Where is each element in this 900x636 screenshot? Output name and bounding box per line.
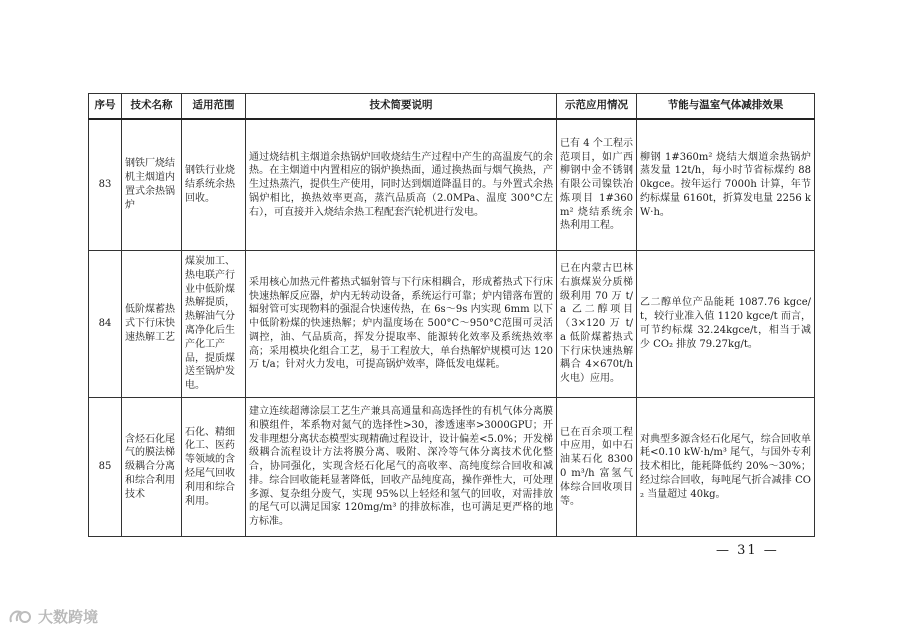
tech-scope: 石化、精细化工、医药等领域的含烃尾气回收利用和综合利用。 — [182, 398, 246, 537]
tech-scope: 煤炭加工、热电联产行业中低阶煤热解提质，热解油气分离净化后生产化工产品，提质煤送至锅炉发电。 — [182, 251, 246, 398]
tech-description: 采用核心加热元件蓄热式辐射管与下行床相耦合，形成蓄热式下行床快速热解反应器，炉内无转动设备，系统运行可靠；炉内错落布置的辐射管可实现物料的强混合快速传热，在 6s～9s 内实现 6mm 以下中低阶粉煤的快速热解；炉内温度场在 500°C～950°C范围可灵活调控，油、气品质高，挥发分提取率、能源转化效率及系统热效率高；采用模块化组合工艺，易于工程放大，单台热解炉规模可达 120 万 t/a；针对火力发电，可提高锅炉效率，降低发电煤耗。 — [246, 251, 557, 398]
table-row — [89, 119, 815, 251]
demo-application: 已有 4 个工程示范项目，如广西柳钢中金不锈钢有限公司镍铁冶炼项目 1#360m² 烧结系统余热利用工程。 — [557, 119, 637, 251]
watermark — [8, 606, 98, 627]
header-effect: 节能与温室气体减排效果 — [637, 94, 815, 120]
tech-description: 建立连续超薄涂层工艺生产兼具高通量和高选择性的有机气体分离膜和膜组件，苯系物对氮气的选择性>30，渗透速率>3000GPU；开发非理想分离状态模型实现精确过程设计，设计偏差<5.0%；开发梯级耦合流程设计方法将膜分离、吸附、深冷等气体分离技术优化整合，协同强化，实现含烃石化尾气的高收率、高纯度综合回收和减排。综合回收能耗显著降低，回收产品纯度高，操作弹性大，可处理多源、复杂组分废气，实现 95%以上轻烃和氢气的回收，对需排放的尾气可以满足国家 120mg/m³ 的排放标准，也可满足更严格的地方标准。 — [246, 398, 557, 537]
watermark-logo-icon — [8, 608, 34, 626]
header-scope: 适用范围 — [182, 94, 246, 120]
row-number: 85 — [89, 398, 122, 537]
table-header-row — [89, 94, 815, 120]
table-row — [89, 251, 815, 398]
row-number: 84 — [89, 251, 122, 398]
tech-name: 低阶煤蓄热式下行床快速热解工艺 — [122, 251, 182, 398]
energy-effect: 对典型多源含烃石化尾气，综合回收单耗<0.10 kW·h/m³ 尾气，与国外专利技术相比，能耗降低约 20%～30%；经过综合回收，每吨尾气折合减排 CO₂ 当量超过 40kg。 — [637, 398, 815, 537]
tech-name: 含烃石化尾气的膜法梯级耦合分离和综合利用技术 — [122, 398, 182, 537]
demo-application: 已在内蒙古巴林右旗煤炭分质梯级利用 70 万 t/a 乙二醇项目（3×120 万 t/a 低阶煤蓄热式下行床快速热解耦合 4×670t/h 火电）应用。 — [557, 251, 637, 398]
row-number: 83 — [89, 119, 122, 251]
tech-name: 钢铁厂烧结机主烟道内置式余热锅炉 — [122, 119, 182, 251]
header-demo: 示范应用情况 — [557, 94, 637, 120]
watermark-text: 大数跨境 — [38, 608, 99, 626]
energy-effect: 乙二醇单位产品能耗 1087.76 kgce/t，较行业准入值 1120 kgce/t 而言，可节约标煤 32.24kgce/t，相当于减少 CO₂ 排放 79.27kg/t。 — [637, 251, 815, 398]
demo-application: 已在百余项工程中应用，如中石油某石化 83000 m³/h 富氢气体综合回收项目等。 — [557, 398, 637, 537]
technology-table — [88, 93, 815, 537]
energy-effect: 柳钢 1#360m² 烧结大烟道余热锅炉蒸发量 12t/h，每小时节省标煤约 880kgce。按年运行 7000h 计算，年节约标煤量 6160t，折算发电量 2256 kW·h。 — [637, 119, 815, 251]
table-row — [89, 398, 815, 537]
tech-description: 通过烧结机主烟道余热锅炉回收烧结生产过程中产生的高温废气的余热。在主烟道中内置相应的锅炉换热面，通过换热面与烟气换热，产生过热蒸汽，提供生产使用，同时达到烟道降温目的。与外置式余热锅炉相比，换热效率更高，蒸汽品质高（2.0MPa、温度 300°C左右），可直接并入烧结余热工程配套汽轮机进行发电。 — [246, 119, 557, 251]
header-tech-name: 技术名称 — [122, 94, 182, 120]
page-number: — 31 — — [716, 543, 779, 558]
header-no: 序号 — [89, 94, 122, 120]
header-description: 技术简要说明 — [246, 94, 557, 120]
tech-scope: 钢铁行业烧结系统余热回收。 — [182, 119, 246, 251]
